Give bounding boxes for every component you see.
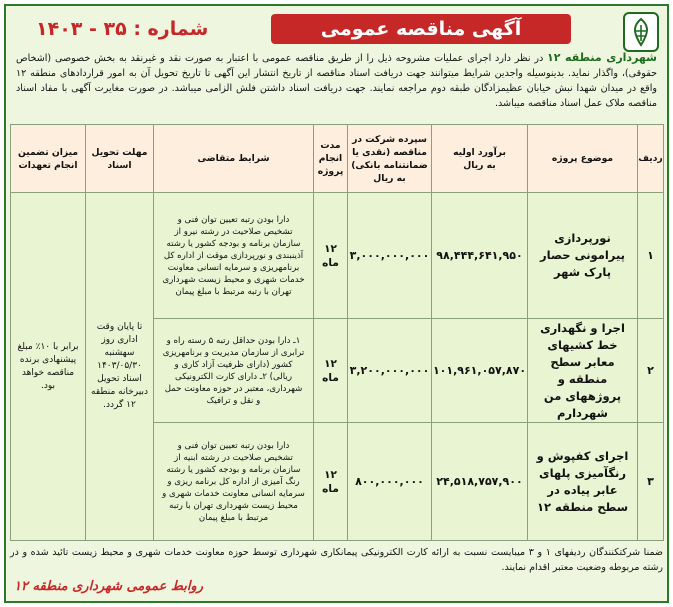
municipality-logo-icon	[623, 12, 659, 52]
intro-text: در نظر دارد اجرای عملیات مشروحه ذیل را از طریق مناقصه عمومی با اعتبار به صورت نقد و غیرنقد به بخش خصوصی (اشخاص حقوقی)، واگذار نماید. بدینوسیله واجدین شرایط میتوانند جهت دریافت اسناد مناقصه از تاریخ انتشار این آگهی تا تاریخ تحویل آن به امور قراردادهای منطقه ۱۲ واقع در میدان شهدا نبش خیابان عظیمزادگان طبقه دوم مراجعه نمایند. جهت دریافت اسناد داشتن فلش الزامی میباشد. در صورت مغایرت آگهی با مفاد اسناد مناقصه ملاک عمل اسناد مناقصه میباشد.	[16, 53, 657, 109]
initial-estimate: ۱۰۱,۹۶۱,۰۵۷,۸۷۰	[432, 319, 528, 423]
intro-paragraph	[16, 50, 657, 111]
header-estimate: برآورد اولیه به ریال	[432, 125, 528, 193]
header-deposit: سپرده شرکت در مناقصه (نقدی یا ضمانتنامه بانکی) به ریال	[348, 125, 432, 193]
row-index: ۲	[638, 319, 664, 423]
row-index: ۳	[638, 423, 664, 541]
applicant-conditions: ۱ـ دارا بودن حداقل رتبه ۵ رسته راه و ترابری از سازمان مدیریت و برنامهریزی کشور (دارای ظرفیت آزاد کاری و ریالی) ۲ـ دارای کارت الکترونیکی شهرداری، معتبر در حوزه معاونت حمل و نقل و ترافیک	[154, 319, 314, 423]
header-conditions: شرایط متقاضی	[154, 125, 314, 193]
project-duration: ۱۲ ماه	[314, 319, 348, 423]
deposit-amount: ۳,۲۰۰,۰۰۰,۰۰۰	[348, 319, 432, 423]
applicant-conditions: دارا بودن رتبه تعیین توان فنی و تشخیص صلاحیت در رشته نیرو از سازمان برنامه و بودجه کشور یا رشته آذینبندی و نورپردازی موقت از اداره کل برنامهریزی و سرمایه انسانی معاونت خدمات شهری و محیط زیست شهرداری تهران با رتبه مرتبط با مبلغ پیمان	[154, 193, 314, 319]
header-guarantee: میزان تضمین انجام تعهدات	[11, 125, 86, 193]
row-index: ۱	[638, 193, 664, 319]
footer-note: ضمنا شرکتکنندگان ردیفهای ۱ و ۳ میبایست نسبت به ارائه کارت الکترونیکی پیمانکاری شهرداری توسط حوزه معاونت خدمات شهری و محیط زیست تائید شده و در رشته مربوطه وضعیت معتبر اقدام نمایند.	[10, 547, 664, 573]
deposit-amount: ۸۰۰,۰۰۰,۰۰۰	[348, 423, 432, 541]
project-duration: ۱۲ ماه	[314, 193, 348, 319]
project-subject: نورپردازی پیرامونی حصار پارک شهر	[528, 193, 638, 319]
project-duration: ۱۲ ماه	[314, 423, 348, 541]
header-subject: موضوع پروژه	[528, 125, 638, 193]
table-row	[11, 193, 664, 319]
tender-table	[10, 124, 664, 541]
header-delivery: مهلت تحویل اسناد	[86, 125, 154, 193]
performance-guarantee: برابر با ۱۰٪ مبلغ پیشنهادی برنده مناقصه خواهد بود.	[11, 193, 86, 541]
org-name: شهرداری منطقه ۱۲	[547, 51, 657, 64]
deposit-amount: ۳,۰۰۰,۰۰۰,۰۰۰	[348, 193, 432, 319]
initial-estimate: ۲۴,۵۱۸,۷۵۷,۹۰۰	[432, 423, 528, 541]
ad-title-banner: آگهی مناقصه عمومی	[271, 14, 571, 44]
ad-number: شماره : ۳۵ - ۱۴۰۳	[36, 18, 209, 40]
initial-estimate: ۹۸,۴۴۴,۶۴۱,۹۵۰	[432, 193, 528, 319]
project-subject: اجرا و نگهداری خط کشیهای معابر سطح منطقه و پروژههای من شهردارم	[528, 319, 638, 423]
table-header-row	[11, 125, 664, 193]
header-duration: مدت انجام پروژه	[314, 125, 348, 193]
header-row: ردیف	[638, 125, 664, 193]
public-relations-signature: روابط عمومی شهرداری منطقه ۱۲	[14, 579, 203, 594]
delivery-deadline: تا پایان وقت اداری روز سهشنبه ۱۴۰۳/۰۵/۳۰ اسناد تحویل دبیرخانه منطقه ۱۲ گردد.	[86, 193, 154, 541]
project-subject: اجرای کفپوش و رنگآمیزی پلهای عابر پیاده در سطح منطقه ۱۲	[528, 423, 638, 541]
applicant-conditions: دارا بودن رتبه تعیین توان فنی و تشخیص صلاحیت در رشته ابنیه از سازمان برنامه و بودجه کشور یا رشته رنگ آمیزی از اداره کل برنامه ریزی و سرمایه انسانی معاونت خدمات شهری و محیط زیست شهرداری تهران با رتبه مرتبط با مبلغ پیمان	[154, 423, 314, 541]
